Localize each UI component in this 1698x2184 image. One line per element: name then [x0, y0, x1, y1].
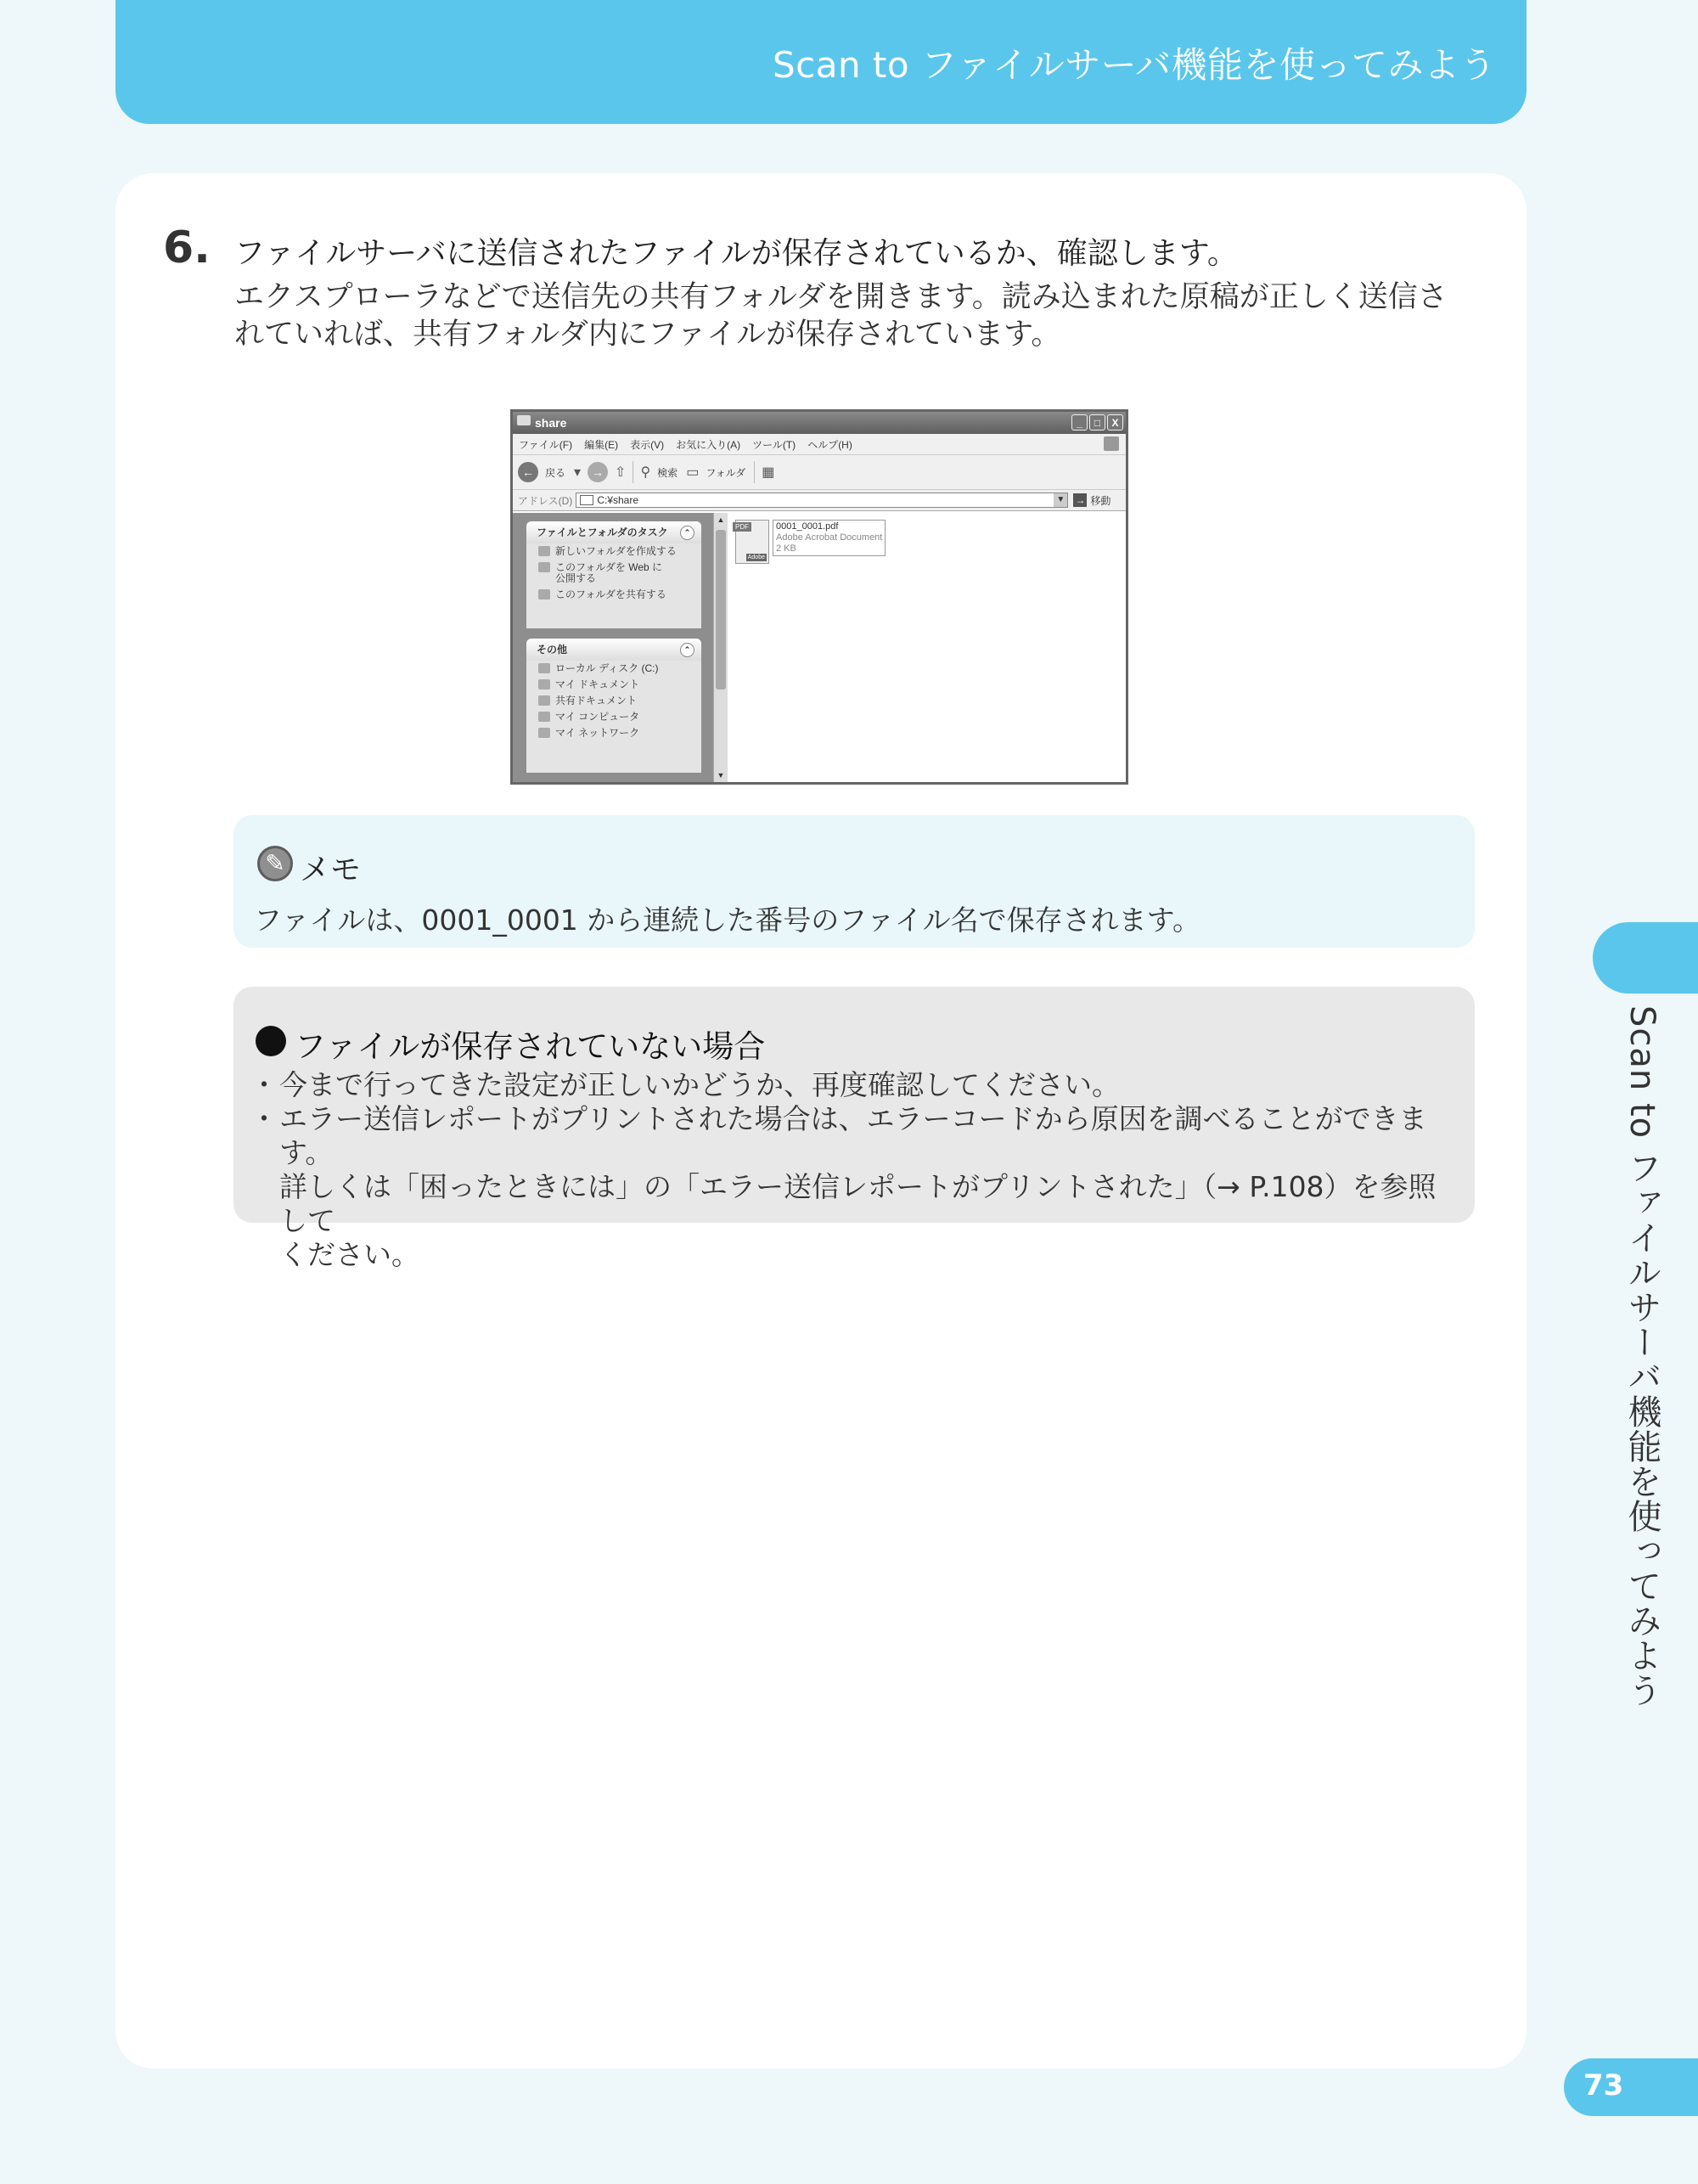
scrollbar-thumb[interactable]: [716, 530, 726, 690]
other-places-group: [526, 639, 701, 773]
header-bar: [115, 0, 1527, 124]
network-icon: [538, 728, 550, 738]
other-group-title: その他: [537, 644, 568, 656]
folders-icon[interactable]: ▭: [686, 465, 700, 480]
memo-title: メモ: [300, 853, 362, 887]
place-link-my-computer[interactable]: [526, 709, 701, 725]
step-number: 6.: [163, 222, 211, 273]
list-item-text: [279, 1102, 1454, 1272]
pencil-icon: ✎: [257, 846, 293, 881]
address-value: C:¥share: [597, 494, 639, 506]
list-item-line: エラー送信レポートがプリントされた場合は、エラーコードから原因を調べることができます。: [279, 1102, 1427, 1169]
share-folder-icon: [538, 589, 550, 599]
close-button[interactable]: X: [1107, 414, 1123, 431]
go-button[interactable]: [1073, 493, 1110, 508]
explorer-titlebar: [513, 412, 1126, 434]
explorer-window: [510, 409, 1128, 785]
globe-icon: [538, 562, 550, 572]
place-link-my-network[interactable]: [526, 725, 701, 741]
troubleshoot-list: [249, 1068, 1454, 1272]
explorer-menubar: [513, 434, 1126, 455]
black-circle-icon: [256, 1026, 286, 1056]
place-link-label: マイ コンピュータ: [555, 711, 640, 723]
place-link-shared-documents[interactable]: [526, 693, 701, 709]
list-item-text: 今まで行ってきた設定が正しいかどうか、再度確認してください。: [279, 1068, 1120, 1101]
scroll-down-icon[interactable]: ▼: [717, 771, 725, 780]
task-pane-scrollbar[interactable]: [713, 513, 728, 782]
list-item: [249, 1068, 1454, 1102]
step-body-line: れていれば、共有フォルダ内にファイルが保存されています。: [234, 318, 1061, 352]
folder-icon: [538, 695, 550, 706]
step-body: [234, 279, 1491, 353]
bullet: ・: [250, 1068, 278, 1101]
menu-tools[interactable]: ツール(T): [752, 438, 796, 451]
windows-logo-icon: [1104, 436, 1119, 451]
side-tab: [1593, 922, 1698, 993]
toolbar-separator: [754, 461, 755, 483]
menu-view[interactable]: 表示(V): [630, 438, 665, 451]
views-icon[interactable]: ▦: [762, 465, 775, 480]
task-link-new-folder[interactable]: [526, 543, 701, 560]
go-arrow-icon: →: [1075, 494, 1086, 506]
tasks-group-header[interactable]: [526, 521, 701, 543]
page-number: 73: [1583, 2069, 1624, 2102]
file-name: 0001_0001.pdf: [776, 521, 839, 532]
folder-icon: [517, 415, 531, 425]
explorer-title: share: [535, 416, 567, 430]
pdf-tag: PDF: [733, 522, 751, 532]
minimize-button[interactable]: _: [1071, 414, 1088, 431]
list-item-line: 詳しくは「困ったときには」の「エラー送信レポートがプリントされた」（→ P.108）を参照して: [279, 1170, 1437, 1237]
memo-text: ファイルは、0001_0001 から連続した番号のファイル名で保存されます。: [254, 903, 1200, 937]
other-group-header[interactable]: [526, 639, 701, 661]
collapse-icon[interactable]: ⌃: [680, 643, 694, 657]
troubleshoot-title: ファイルが保存されていない場合: [295, 1028, 766, 1065]
scroll-up-icon[interactable]: ▲: [717, 515, 725, 524]
collapse-icon[interactable]: ⌃: [680, 526, 694, 540]
maximize-button[interactable]: □: [1089, 414, 1105, 431]
place-link-label: ローカル ディスク (C:): [555, 662, 659, 674]
file-size: 2 KB: [776, 543, 796, 554]
folders-button-label[interactable]: フォルダ: [706, 466, 746, 479]
file-item[interactable]: [735, 520, 886, 564]
content-card: [115, 173, 1527, 2069]
window-controls: [1071, 414, 1123, 431]
task-link-label: このフォルダを Web に公開する: [555, 561, 663, 584]
place-link-label: マイ ドキュメント: [555, 678, 640, 690]
adobe-tag: Adobe: [747, 554, 765, 560]
memo-box: [233, 815, 1475, 948]
dropdown-arrow-icon[interactable]: ▾: [574, 465, 582, 480]
documents-folder-icon: [538, 679, 550, 690]
side-tab-label: Scan to ファイルサーバ機能を使ってみよう: [1622, 1005, 1661, 1708]
disk-drive-icon: [538, 663, 550, 673]
explorer-addressbar: [513, 490, 1126, 511]
file-meta: [773, 520, 886, 556]
step-body-line: エクスプローラなどで送信先の共有フォルダを開きます。読み込まれた原稿が正しく送信さ: [234, 280, 1448, 314]
address-label: アドレス(D): [518, 494, 573, 507]
folder-icon: [580, 495, 593, 505]
menu-favorites[interactable]: お気に入り(A): [676, 438, 741, 451]
troubleshoot-box: [233, 987, 1475, 1271]
menu-help[interactable]: ヘルプ(H): [807, 438, 852, 451]
header-title: Scan to ファイルサーバ機能を使ってみよう: [772, 44, 1496, 86]
search-button-label[interactable]: 検索: [657, 466, 678, 479]
menu-edit[interactable]: 編集(E): [584, 438, 619, 451]
list-item: [249, 1102, 1454, 1272]
task-link-label: 新しいフォルダを作成する: [555, 545, 677, 557]
explorer-task-pane: [513, 513, 713, 782]
task-link-publish-web[interactable]: [526, 560, 701, 587]
back-arrow-icon[interactable]: ←: [518, 462, 538, 482]
computer-icon: [538, 712, 550, 722]
new-folder-icon: [538, 546, 550, 556]
chevron-down-icon[interactable]: ▼: [1054, 493, 1067, 507]
address-input[interactable]: [576, 493, 1068, 508]
place-link-my-documents[interactable]: [526, 677, 701, 693]
tasks-group-title: ファイルとフォルダのタスク: [537, 526, 668, 538]
forward-arrow-icon[interactable]: →: [588, 462, 608, 482]
tasks-group: [526, 521, 701, 628]
menu-file[interactable]: ファイル(F): [519, 438, 573, 451]
file-type: Adobe Acrobat Document: [776, 532, 883, 543]
place-link-local-disk[interactable]: [526, 661, 701, 677]
explorer-toolbar: [513, 455, 1126, 490]
list-item-line: ください。: [279, 1238, 419, 1271]
go-label: 移動: [1090, 494, 1111, 507]
back-button-label[interactable]: 戻る: [545, 466, 566, 479]
task-link-label: このフォルダを共有する: [555, 588, 666, 600]
step-heading: ファイルサーバに送信されたファイルが保存されているか、確認します。: [234, 236, 1238, 271]
place-link-label: 共有ドキュメント: [555, 695, 638, 706]
pdf-file-icon: [735, 520, 769, 564]
up-folder-icon[interactable]: ⇧: [615, 465, 627, 480]
place-link-label: マイ ネットワーク: [555, 727, 640, 739]
bullet: ・: [250, 1102, 278, 1135]
task-link-share-folder[interactable]: [526, 587, 701, 603]
explorer-body: [513, 513, 1126, 782]
search-icon[interactable]: ⚲: [640, 465, 651, 480]
